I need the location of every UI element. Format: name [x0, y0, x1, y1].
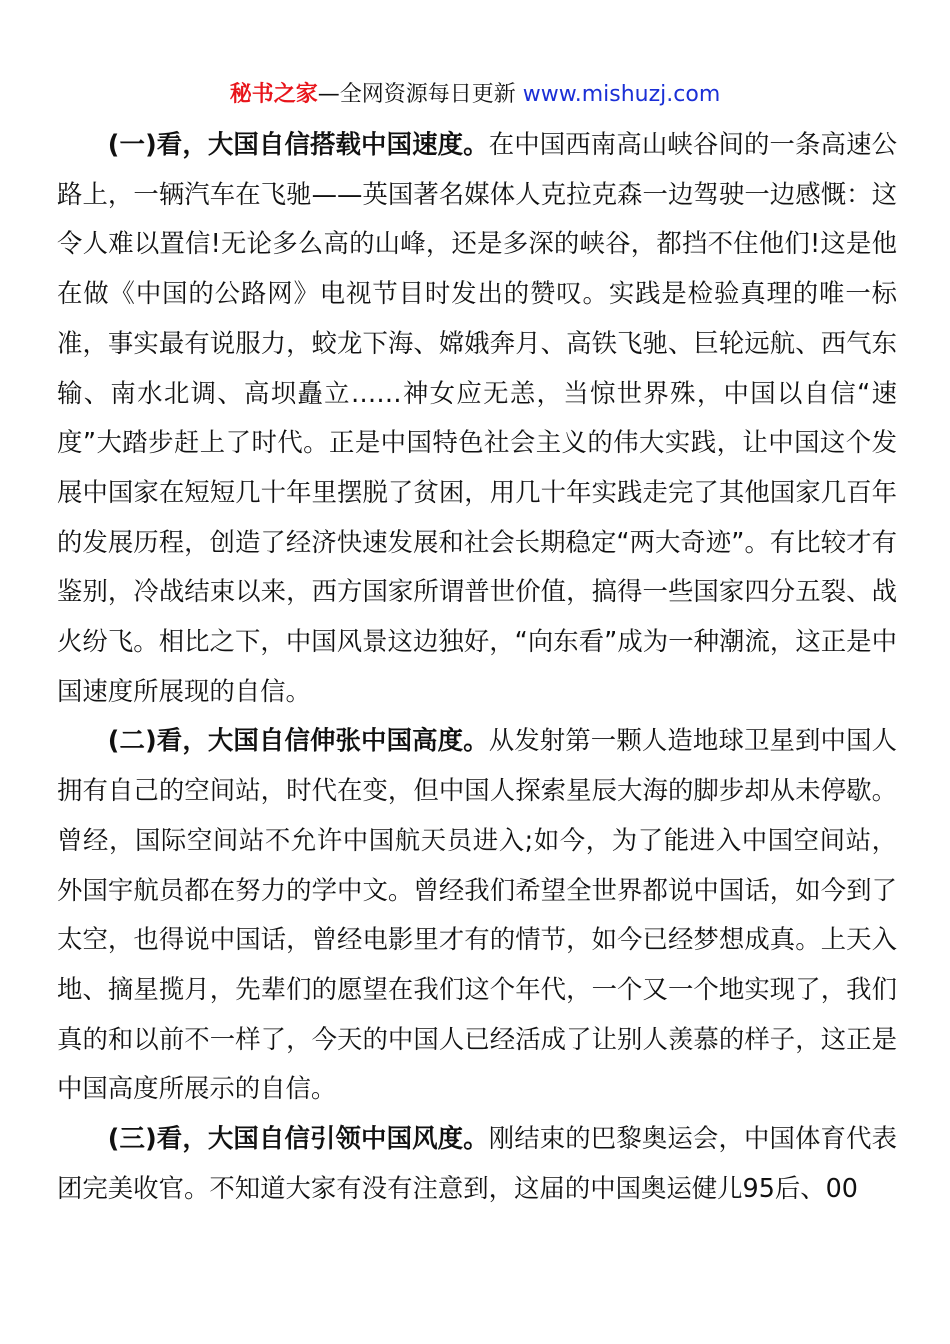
site-url-link[interactable]: www.mishuzj.com: [522, 82, 721, 107]
paragraph-1: [57, 120, 897, 716]
paragraph-1-heading: (一)看，大国自信搭载中国速度。: [107, 129, 489, 159]
paragraph-2: [57, 716, 897, 1114]
site-header: [0, 80, 950, 110]
paragraph-2-heading: (二)看，大国自信伸张中国高度。: [107, 725, 489, 756]
header-slogan: —全网资源每日更新: [317, 82, 516, 107]
paragraph-3-text: 刚结束的巴黎奥运会，中国体育代表团完美收官。不知道大家有没有注意到，这届的中国奥运健儿95后、00: [57, 1123, 898, 1203]
paragraph-2-text: 从发射第一颗人造地球卫星到中国人拥有自己的空间站，时代在变，但中国人探索星辰大海的脚步却从未停歇。曾经，国际空间站不允许中国航天员进入;如今，为了能进入中国空间站，外国宇航员都在努力的学中文。曾经我们希望全世界都说中国话，如今到了太空，也得说中国话，曾经电影里才有的情节，如今已经梦想成真。上天入地、摘星揽月，先辈们的愿望在我们这个年代，一个又一个地实现了，我们真的和以前不一样了，今天的中国人已经活成了让别人羡慕的样子，这正是中国高度所展示的自信。: [57, 725, 898, 1104]
paragraph-3: [57, 1114, 897, 1213]
brand-name: 秘书之家: [229, 82, 318, 107]
document-body: [57, 120, 897, 1213]
paragraph-3-heading: (三)看，大国自信引领中国风度。: [107, 1123, 489, 1154]
paragraph-1-text: 在中国西南高山峡谷间的一条高速公路上，一辆汽车在飞驰——英国著名媒体人克拉克森一边驾驶一边感慨：这令人难以置信!无论多么高的山峰，还是多深的峡谷，都挡不住他们!这是他在做《中国的公路网》电视节目时发出的赞叹。实践是检验真理的唯一标准，事实最有说服力，蛟龙下海、嫦娥奔月、高铁飞驰、巨轮远航、西气东输、南水北调、高坝矗立……神女应无恙，当惊世界殊，中国以自信“速度”大踏步赶上了时代。正是中国特色社会主义的伟大实践，让中国这个发展中国家在短短几十年里摆脱了贫困，用几十年实践走完了其他国家几百年的发展历程，创造了经济快速发展和社会长期稳定“两大奇迹”。有比较才有鉴别，冷战结束以来，西方国家所谓普世价值，搞得一些国家四分五裂、战火纷飞。相比之下，中国风景这边独好，“向东看”成为一种潮流，这正是中国速度所展现的自信。: [57, 129, 898, 706]
